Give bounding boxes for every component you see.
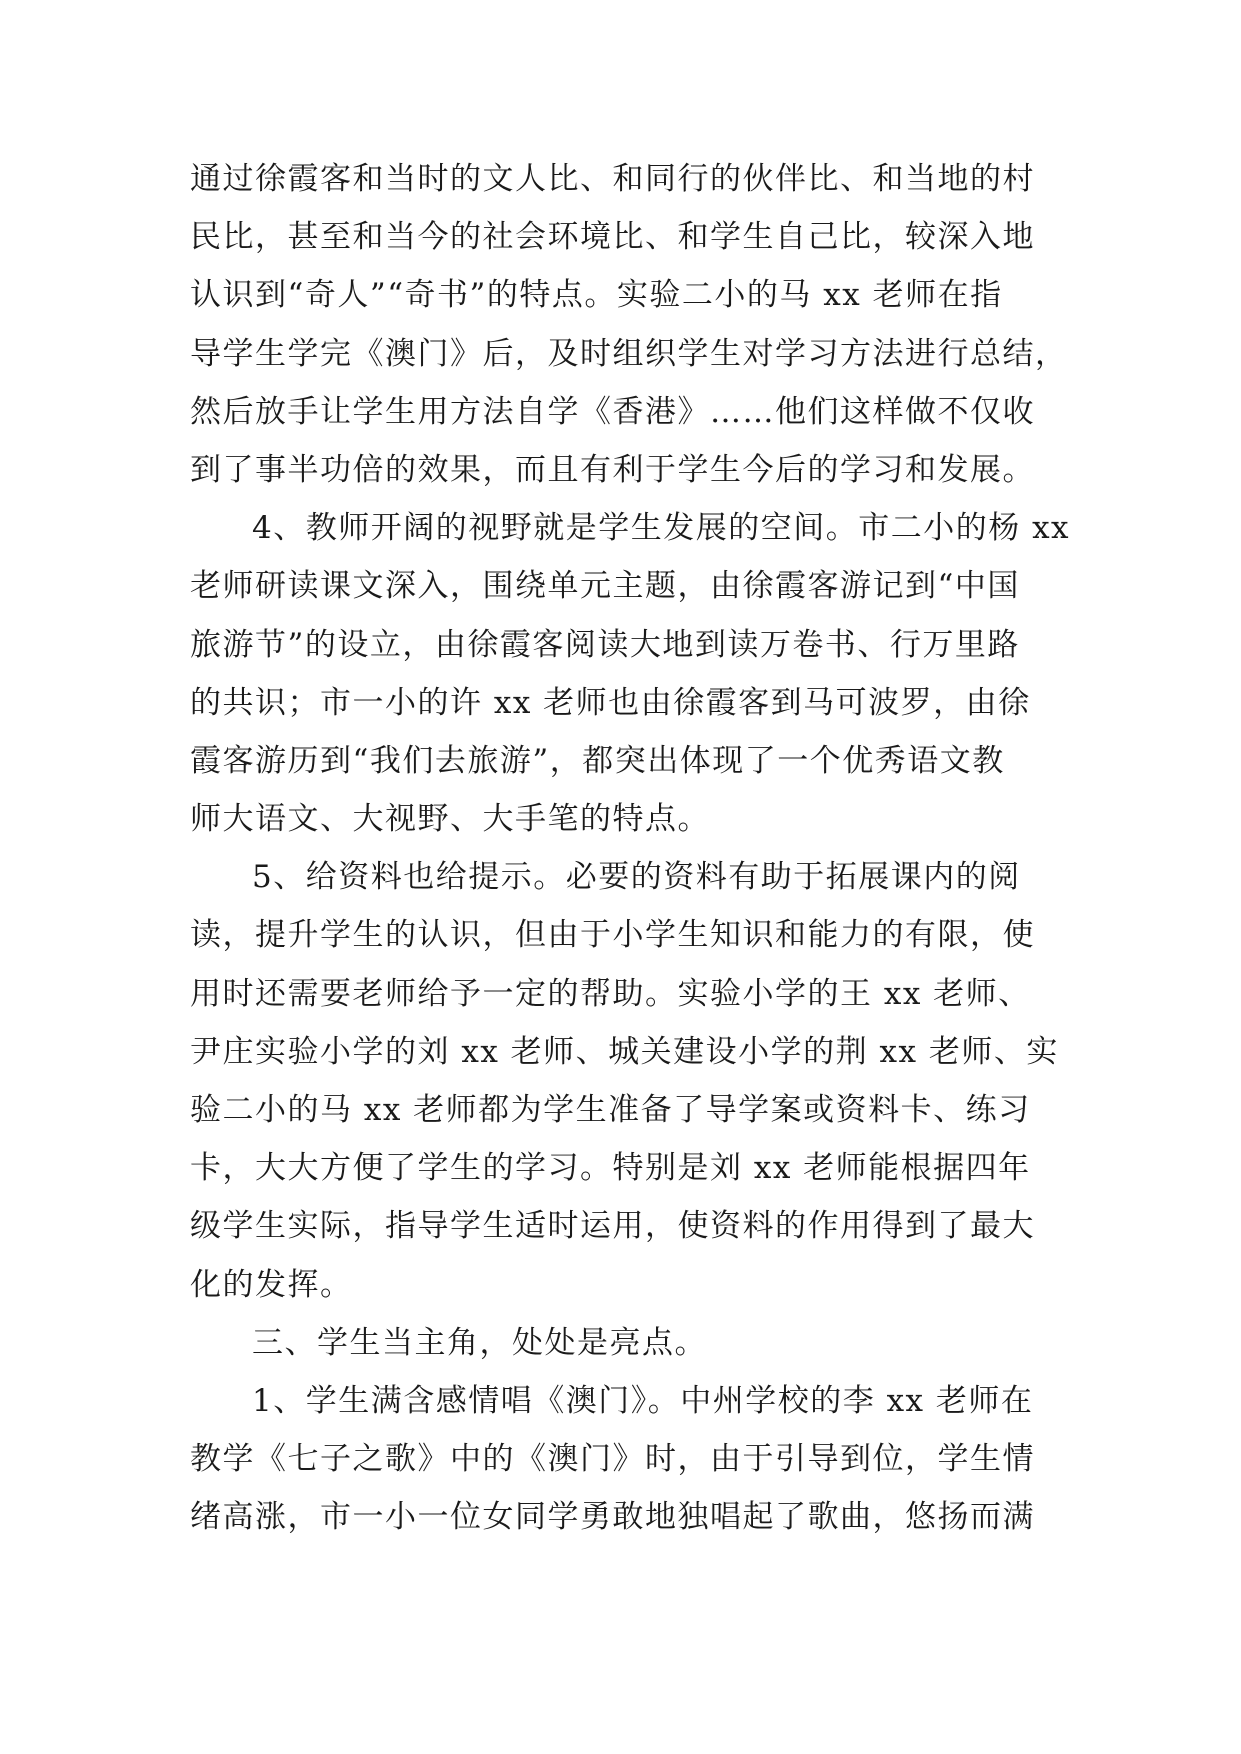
text-line: 民比，甚至和当今的社会环境比、和学生自己比，较深入地 bbox=[190, 219, 1035, 256]
paragraph-1-first-line: 1、学生满含感情唱《澳门》。中州学校的李 xx 老师在 bbox=[252, 1382, 1034, 1419]
section-heading: 三、学生当主角，处处是亮点。 bbox=[252, 1324, 707, 1361]
text-line: 然后放手让学生用方法自学《香港》……他们这样做不仅收 bbox=[190, 393, 1035, 430]
text-line: 教学《七子之歌》中的《澳门》时，由于引导到位，学生情 bbox=[190, 1441, 1035, 1478]
text-line: 认识到“奇人”“奇书”的特点。实验二小的马 xx 老师在指 bbox=[190, 277, 1003, 314]
paragraph-4-first-line: 4、教师开阔的视野就是学生发展的空间。市二小的杨 xx bbox=[252, 510, 1071, 547]
text-line: 绪高涨，市一小一位女同学勇敢地独唱起了歌曲，悠扬而满 bbox=[190, 1499, 1035, 1536]
text-line: 旅游节”的设立，由徐霞客阅读大地到读万卷书、行万里路 bbox=[190, 626, 1020, 663]
text-line: 用时还需要老师给予一定的帮助。实验小学的王 xx 老师、 bbox=[190, 975, 1031, 1012]
text-line: 到了事半功倍的效果，而且有利于学生今后的学习和发展。 bbox=[190, 451, 1035, 488]
text-line: 通过徐霞客和当时的文人比、和同行的伙伴比、和当地的村 bbox=[190, 161, 1035, 197]
text-line: 级学生实际，指导学生适时运用，使资料的作用得到了最大 bbox=[190, 1208, 1035, 1245]
text-line: 尹庄实验小学的刘 xx 老师、城关建设小学的荆 xx 老师、实 bbox=[190, 1033, 1059, 1070]
text-line: 验二小的马 xx 老师都为学生准备了导学案或资料卡、练习 bbox=[190, 1092, 1031, 1128]
text-line: 老师研读课文深入，围绕单元主题，由徐霞客游记到“中国 bbox=[190, 568, 1020, 605]
document-body bbox=[190, 150, 1071, 1547]
paragraph-5-first-line: 5、给资料也给提示。必要的资料有助于拓展课内的阅 bbox=[252, 859, 1021, 896]
text-line: 导学生学完《澳门》后，及时组织学生对学习方法进行总结， bbox=[190, 335, 1068, 372]
text-line: 化的发挥。 bbox=[190, 1266, 353, 1303]
text-line: 的共识；市一小的许 xx 老师也由徐霞客到马可波罗，由徐 bbox=[190, 684, 1031, 721]
text-line: 卡，大大方便了学生的学习。特别是刘 xx 老师能根据四年 bbox=[190, 1150, 1031, 1187]
text-line: 霞客游历到“我们去旅游”，都突出体现了一个优秀语文教 bbox=[190, 742, 1005, 779]
text-line: 师大语文、大视野、大手笔的特点。 bbox=[190, 801, 710, 838]
text-line: 读，提升学生的认识，但由于小学生知识和能力的有限，使 bbox=[190, 917, 1035, 954]
